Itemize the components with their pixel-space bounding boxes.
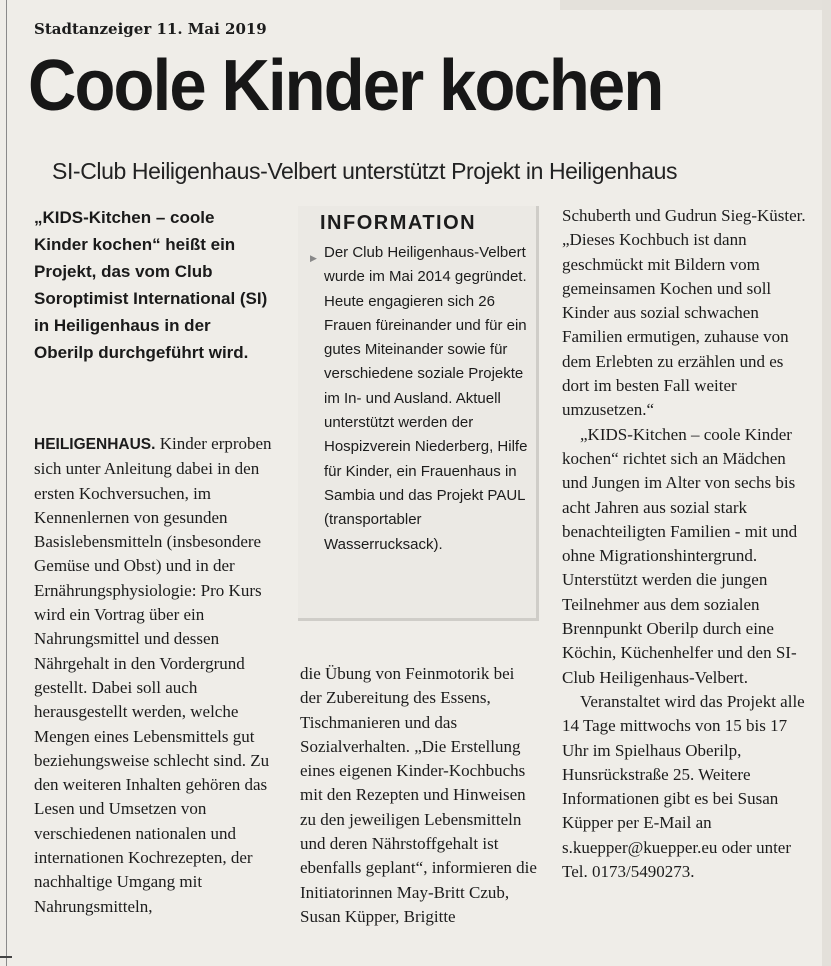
bottom-rule: [0, 956, 12, 958]
information-text-block: [310, 241, 528, 557]
information-heading: INFORMATION: [320, 212, 477, 234]
body-paragraph-2: „KIDS-Kitchen – coole Kinder kochen“ richtet sich an Mädchen und Jungen im Alter von sechs bis acht Jahren aus sozial stark benachteiligten Familien - mit und ohne Migrationshintergrund. Unterstützt werden die jungen Teilnehmer aus dem sozialen Brennpunkt Oberilp durch eine Köchin, Küchenhelfer und den SI-Club Heiligenhaus-Velbert.: [562, 424, 798, 687]
information-text: Der Club Heiligenhaus-Velbert wurde im Mai 2014 gegründet. Heute engagieren sich 26 Frauen füreinander und für ein gutes Miteinander sowie für verschiedene soziale Projekte im In- und Ausland. Aktuell unterstützt werden der Hospizverein Niederberg, Hilfe für Kinder, ein Frauenhaus in Sambia und das Projekt PAUL (transportabler Wasserrucksack).: [324, 244, 528, 553]
lead-column: [34, 204, 270, 366]
page-edge-left: [0, 0, 7, 966]
body-text-part-1: Kinder erproben sich unter Anleitung dabei in den ersten Kochversuchen, im Kennenlernen von gesunden Basislebensmitteln (insbesondere Gemüse und Obst) und in der Ernährungsphysiologie: Pro Kurs wird ein Vortrag über ein Nahrungsmittel und dessen Nährgehalt in den Vordergrund gestellt. Dabei soll auch herausgestellt werden, welche Mengen eines Lebensmittels gut beziehungsweise schlecht sind. Zu den weiteren Inhalten gehören das Lesen und Umsetzen von verschiedenen nationalen und internationen Kochrezepten, der nachhaltige Umgang mit Nahrungsmitteln,: [34, 434, 272, 916]
body-text-part-3: Schuberth und Gudrun Sieg-Küster. „Dieses Kochbuch ist dann geschmückt mit Bildern vom gemeinsamen Kochen und soll Kinder aus sozial schwachen Familien ermutigen, zuhause von dem Erlebten zu erzählen und es dort im besten Fall weiter umzusetzen.“: [562, 206, 806, 420]
subheadline: SI-Club Heiligenhaus-Velbert unterstützt Projekt in Heiligenhaus: [52, 158, 678, 184]
lead-paragraph: „KIDS-Kitchen – coole Kinder kochen“ heißt ein Projekt, das vom Club Soroptimist International (SI) in Heiligenhaus in der Oberilp durchgeführt wird.: [34, 208, 268, 362]
headline: Coole Kinder kochen: [28, 46, 663, 126]
triangle-bullet-icon: ▶: [310, 253, 317, 263]
body-paragraph-3: Veranstaltet wird das Projekt alle 14 Tage mittwochs von 15 bis 17 Uhr im Spielhaus Oberilp, Hunsrückstraße 25. Weitere Informationen gibt es bei Susan Küpper per E-Mail an s.kuepper@kuepper.eu oder unter Tel. 0173/5490273.: [562, 691, 805, 882]
body-column-3: [562, 204, 814, 884]
information-box: [298, 206, 539, 621]
dateline: HEILIGENHAUS.: [34, 436, 156, 453]
page-edge-top: [560, 0, 831, 10]
page-edge-right: [822, 0, 831, 966]
body-column-1: [34, 432, 278, 919]
body-column-2: die Übung von Feinmotorik bei der Zubereitung des Essens, Tischmanieren und das Sozialverhalten. „Die Erstellung eines eigenen Kinder-Kochbuchs mit den Rezepten und Hinweisen zu den jeweiligen Lebensmitteln und deren Nährstoffgehalt ist ebenfalls geplant“, informieren die Initiatorinnen May-Britt Czub, Susan Küpper, Brigitte: [300, 664, 537, 926]
source-line: Stadtanzeiger 11. Mai 2019: [34, 20, 267, 38]
